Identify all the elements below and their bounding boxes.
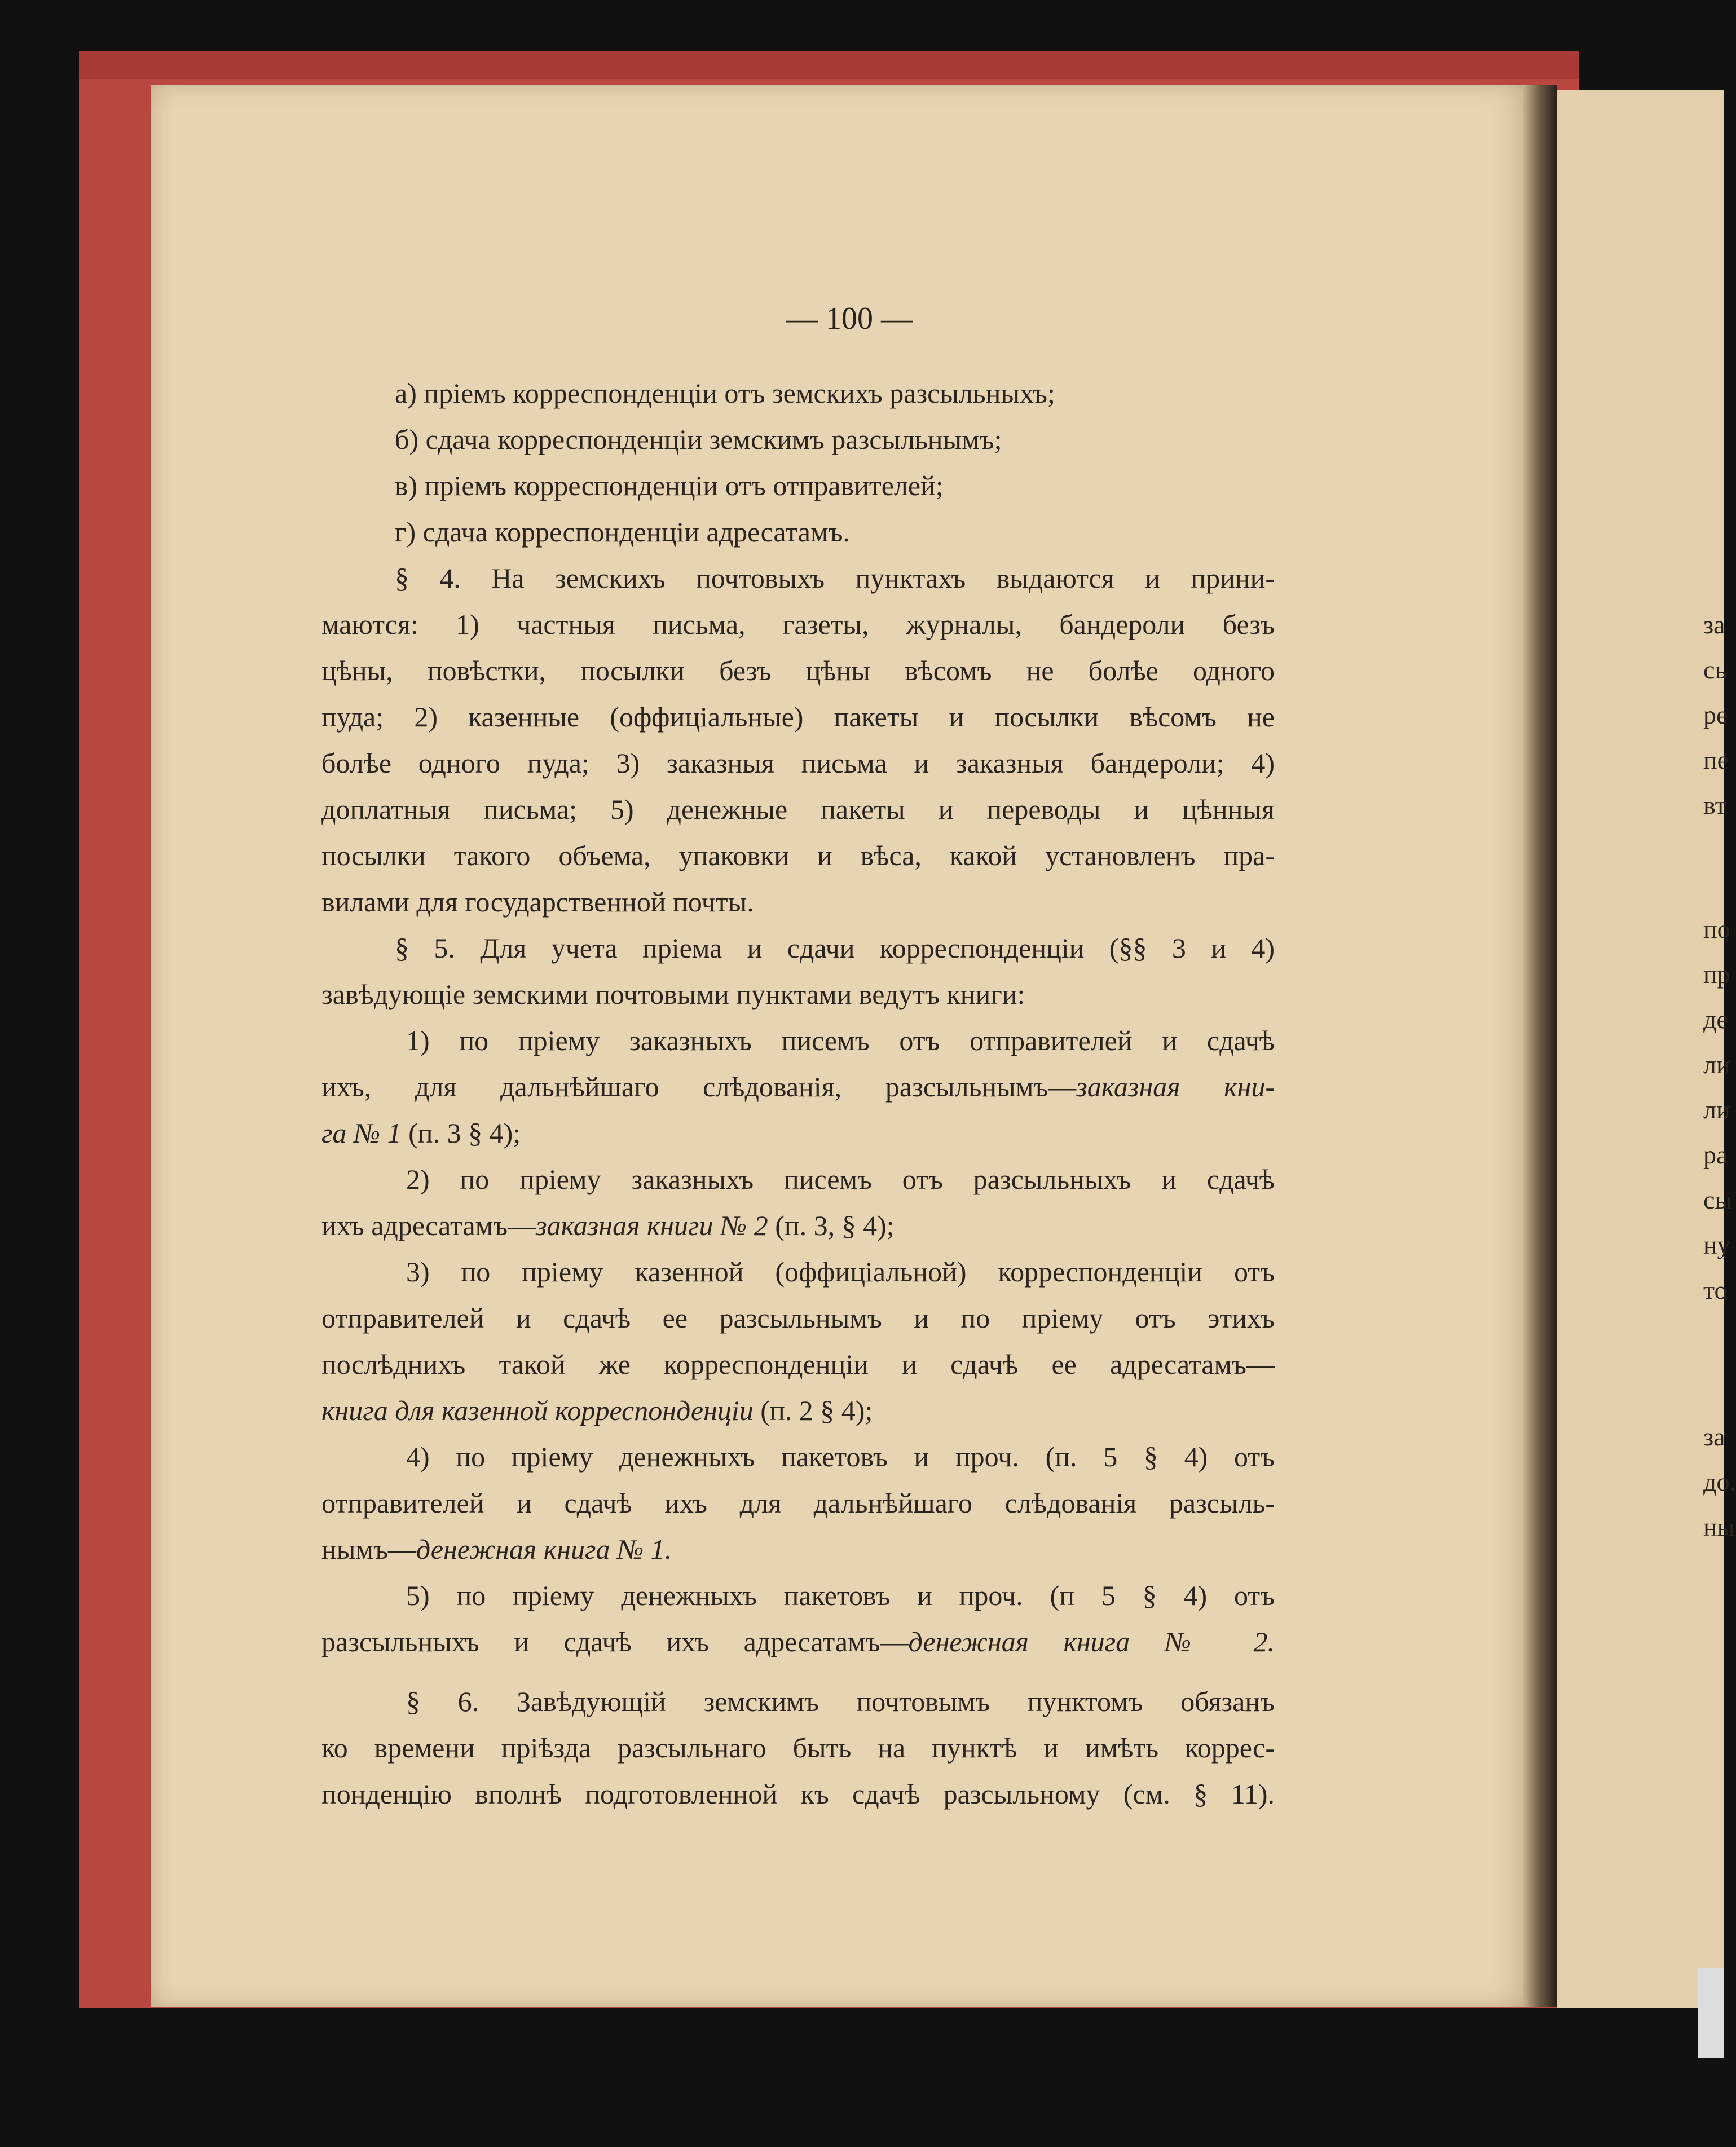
text-line: [321, 694, 1275, 740]
facing-page-fragment: пе: [1703, 746, 1729, 774]
text-line: [321, 1434, 1275, 1480]
text-line: [321, 1017, 1275, 1064]
text-segment: (п. 2 § 4);: [753, 1395, 873, 1426]
facing-page-fragment: сы: [1703, 1185, 1733, 1214]
text-line: [321, 462, 1275, 509]
text-segment: понденцію вполнѣ подготовленной къ сдачѣ разсыльному (см. § 11).: [321, 1778, 1275, 1810]
facing-page-fragment: ну: [1703, 1231, 1730, 1259]
facing-page-fragment: ра: [1703, 1140, 1728, 1169]
facing-page-fragment: за: [1703, 1422, 1725, 1451]
page-number: — 100 —: [786, 301, 913, 336]
text-segment: маются: 1) частныя письма, газеты, журналы, бандероли безъ: [321, 609, 1275, 640]
facing-page-fragment: де: [1703, 1005, 1728, 1034]
italic-text-segment: заказная книги № 2: [536, 1210, 768, 1241]
text-line: [321, 1619, 1275, 1665]
italic-text-segment: денежная книга № 1.: [416, 1533, 672, 1565]
text-line: [321, 832, 1275, 879]
text-segment: § 5. Для учета пріема и сдачи корреспонденціи (§§ 3 и 4): [395, 932, 1275, 964]
text-segment: (п. 3, § 4);: [768, 1210, 895, 1241]
text-segment: вилами для государственной почты.: [321, 886, 754, 918]
facing-page: [1557, 90, 1727, 2008]
text-line: [321, 601, 1275, 647]
text-line: [321, 740, 1275, 786]
text-line: [321, 370, 1275, 416]
text-segment: ихъ, для дальнѣйшаго слѣдованія, разсыльнымъ—: [321, 1071, 1077, 1103]
text-segment: послѣднихъ такой же корреспонденціи и сдачѣ ее адресатамъ—: [321, 1348, 1275, 1380]
text-segment: 5) по пріему денежныхъ пакетовъ и проч. (п 5 § 4) отъ: [406, 1580, 1275, 1611]
text-segment: ко времени пріѣзда разсыльнаго быть на пунктѣ и имѣть коррес-: [321, 1732, 1275, 1764]
text-segment: 1) по пріему заказныхъ писемъ отъ отправителей и сдачѣ: [406, 1025, 1275, 1056]
text-line: [321, 1480, 1275, 1526]
facing-page-fragment: то: [1703, 1276, 1728, 1304]
text-segment: 3) по пріему казенной (оффиціальной) корреспонденціи отъ: [406, 1256, 1275, 1288]
text-segment: отправителей и сдачѣ ее разсыльнымъ и по пріему отъ этихъ: [321, 1302, 1275, 1334]
facing-page-fragment: по: [1703, 915, 1730, 944]
text-line: [321, 925, 1275, 971]
text-line: [321, 786, 1275, 832]
facing-page-fragment: до.: [1703, 1467, 1736, 1496]
text-line: [321, 1295, 1275, 1341]
text-line: [321, 1249, 1275, 1295]
italic-text-segment: книга для казенной корреспонденціи: [321, 1395, 754, 1426]
text-segment: а) пріемъ корреспонденціи отъ земскихъ разсыльныхъ;: [395, 377, 1055, 409]
book-gutter: [1523, 85, 1557, 2007]
text-segment: посылки такого объема, упаковки и вѣса, какой установленъ пра-: [321, 840, 1275, 871]
text-line: [321, 879, 1275, 925]
text-line: [321, 647, 1275, 694]
text-line: [321, 1771, 1275, 1817]
text-segment: пуда; 2) казенные (оффиціальные) пакеты и посылки вѣсомъ не: [321, 701, 1275, 733]
text-line: [321, 416, 1275, 462]
text-segment: в) пріемъ корреспонденціи отъ отправителей;: [395, 470, 944, 501]
italic-text-segment: денежная книга № 2.: [908, 1626, 1275, 1657]
scan-edge: [1698, 1968, 1724, 2058]
facing-page-fragment: ре: [1703, 700, 1728, 729]
text-segment: 2) по пріему заказныхъ писемъ отъ разсыльныхъ и сдачѣ: [406, 1163, 1275, 1195]
text-segment: ихъ адресатамъ—: [321, 1210, 536, 1241]
text-segment: доплатныя письма; 5) денежные пакеты и переводы и цѣнныя: [321, 793, 1275, 825]
text-line: [321, 1064, 1275, 1110]
text-segment: § 6. Завѣдующій земскимъ почтовымъ пунктомъ обязанъ: [406, 1686, 1275, 1717]
facing-page-fragment: вт: [1703, 791, 1726, 819]
text-segment: нымъ—: [321, 1533, 416, 1565]
text-line: [321, 555, 1275, 601]
facing-page-fragment: ли: [1703, 1095, 1730, 1124]
text-segment: б) сдача корреспонденціи земскимъ разсыльнымъ;: [395, 424, 1002, 455]
facing-page-fragment: пр: [1703, 960, 1730, 989]
text-line: [321, 971, 1275, 1017]
text-line: [321, 509, 1275, 555]
text-line: [321, 1110, 1275, 1156]
text-line: [321, 1202, 1275, 1249]
facing-page-fragment: за: [1703, 610, 1725, 639]
text-line: [321, 1341, 1275, 1387]
text-segment: цѣны, повѣстки, посылки безъ цѣны вѣсомъ не болѣе одного: [321, 655, 1275, 686]
italic-text-segment: га № 1: [321, 1117, 402, 1149]
page-body-text: [321, 370, 1275, 1817]
italic-text-segment: заказная кни-: [1076, 1071, 1275, 1103]
text-segment: завѣдующіе земскими почтовыми пунктами ведутъ книги:: [321, 978, 1025, 1010]
text-segment: г) сдача корреспонденціи адресатамъ.: [395, 516, 850, 548]
text-segment: (п. 3 § 4);: [401, 1117, 521, 1149]
text-line: [321, 1572, 1275, 1619]
text-line: [321, 1156, 1275, 1202]
text-segment: отправителей и сдачѣ ихъ для дальнѣйшаго слѣдованія разсыль-: [321, 1487, 1275, 1519]
text-segment: болѣе одного пуда; 3) заказныя письма и заказныя бандероли; 4): [321, 747, 1275, 779]
text-line: [321, 1725, 1275, 1771]
text-segment: разсыльныхъ и сдачѣ ихъ адресатамъ—: [321, 1626, 909, 1657]
text-line: [321, 1526, 1275, 1572]
text-segment: § 4. На земскихъ почтовыхъ пунктахъ выдаются и прини-: [395, 562, 1275, 594]
facing-page-fragment: ли: [1703, 1050, 1730, 1079]
facing-page-fragment: ны: [1703, 1513, 1735, 1541]
text-segment: 4) по пріему денежныхъ пакетовъ и проч. (п. 5 § 4) отъ: [406, 1441, 1275, 1473]
facing-page-fragment: сь: [1703, 655, 1727, 684]
text-line: [321, 1678, 1275, 1725]
text-line: [321, 1387, 1275, 1434]
